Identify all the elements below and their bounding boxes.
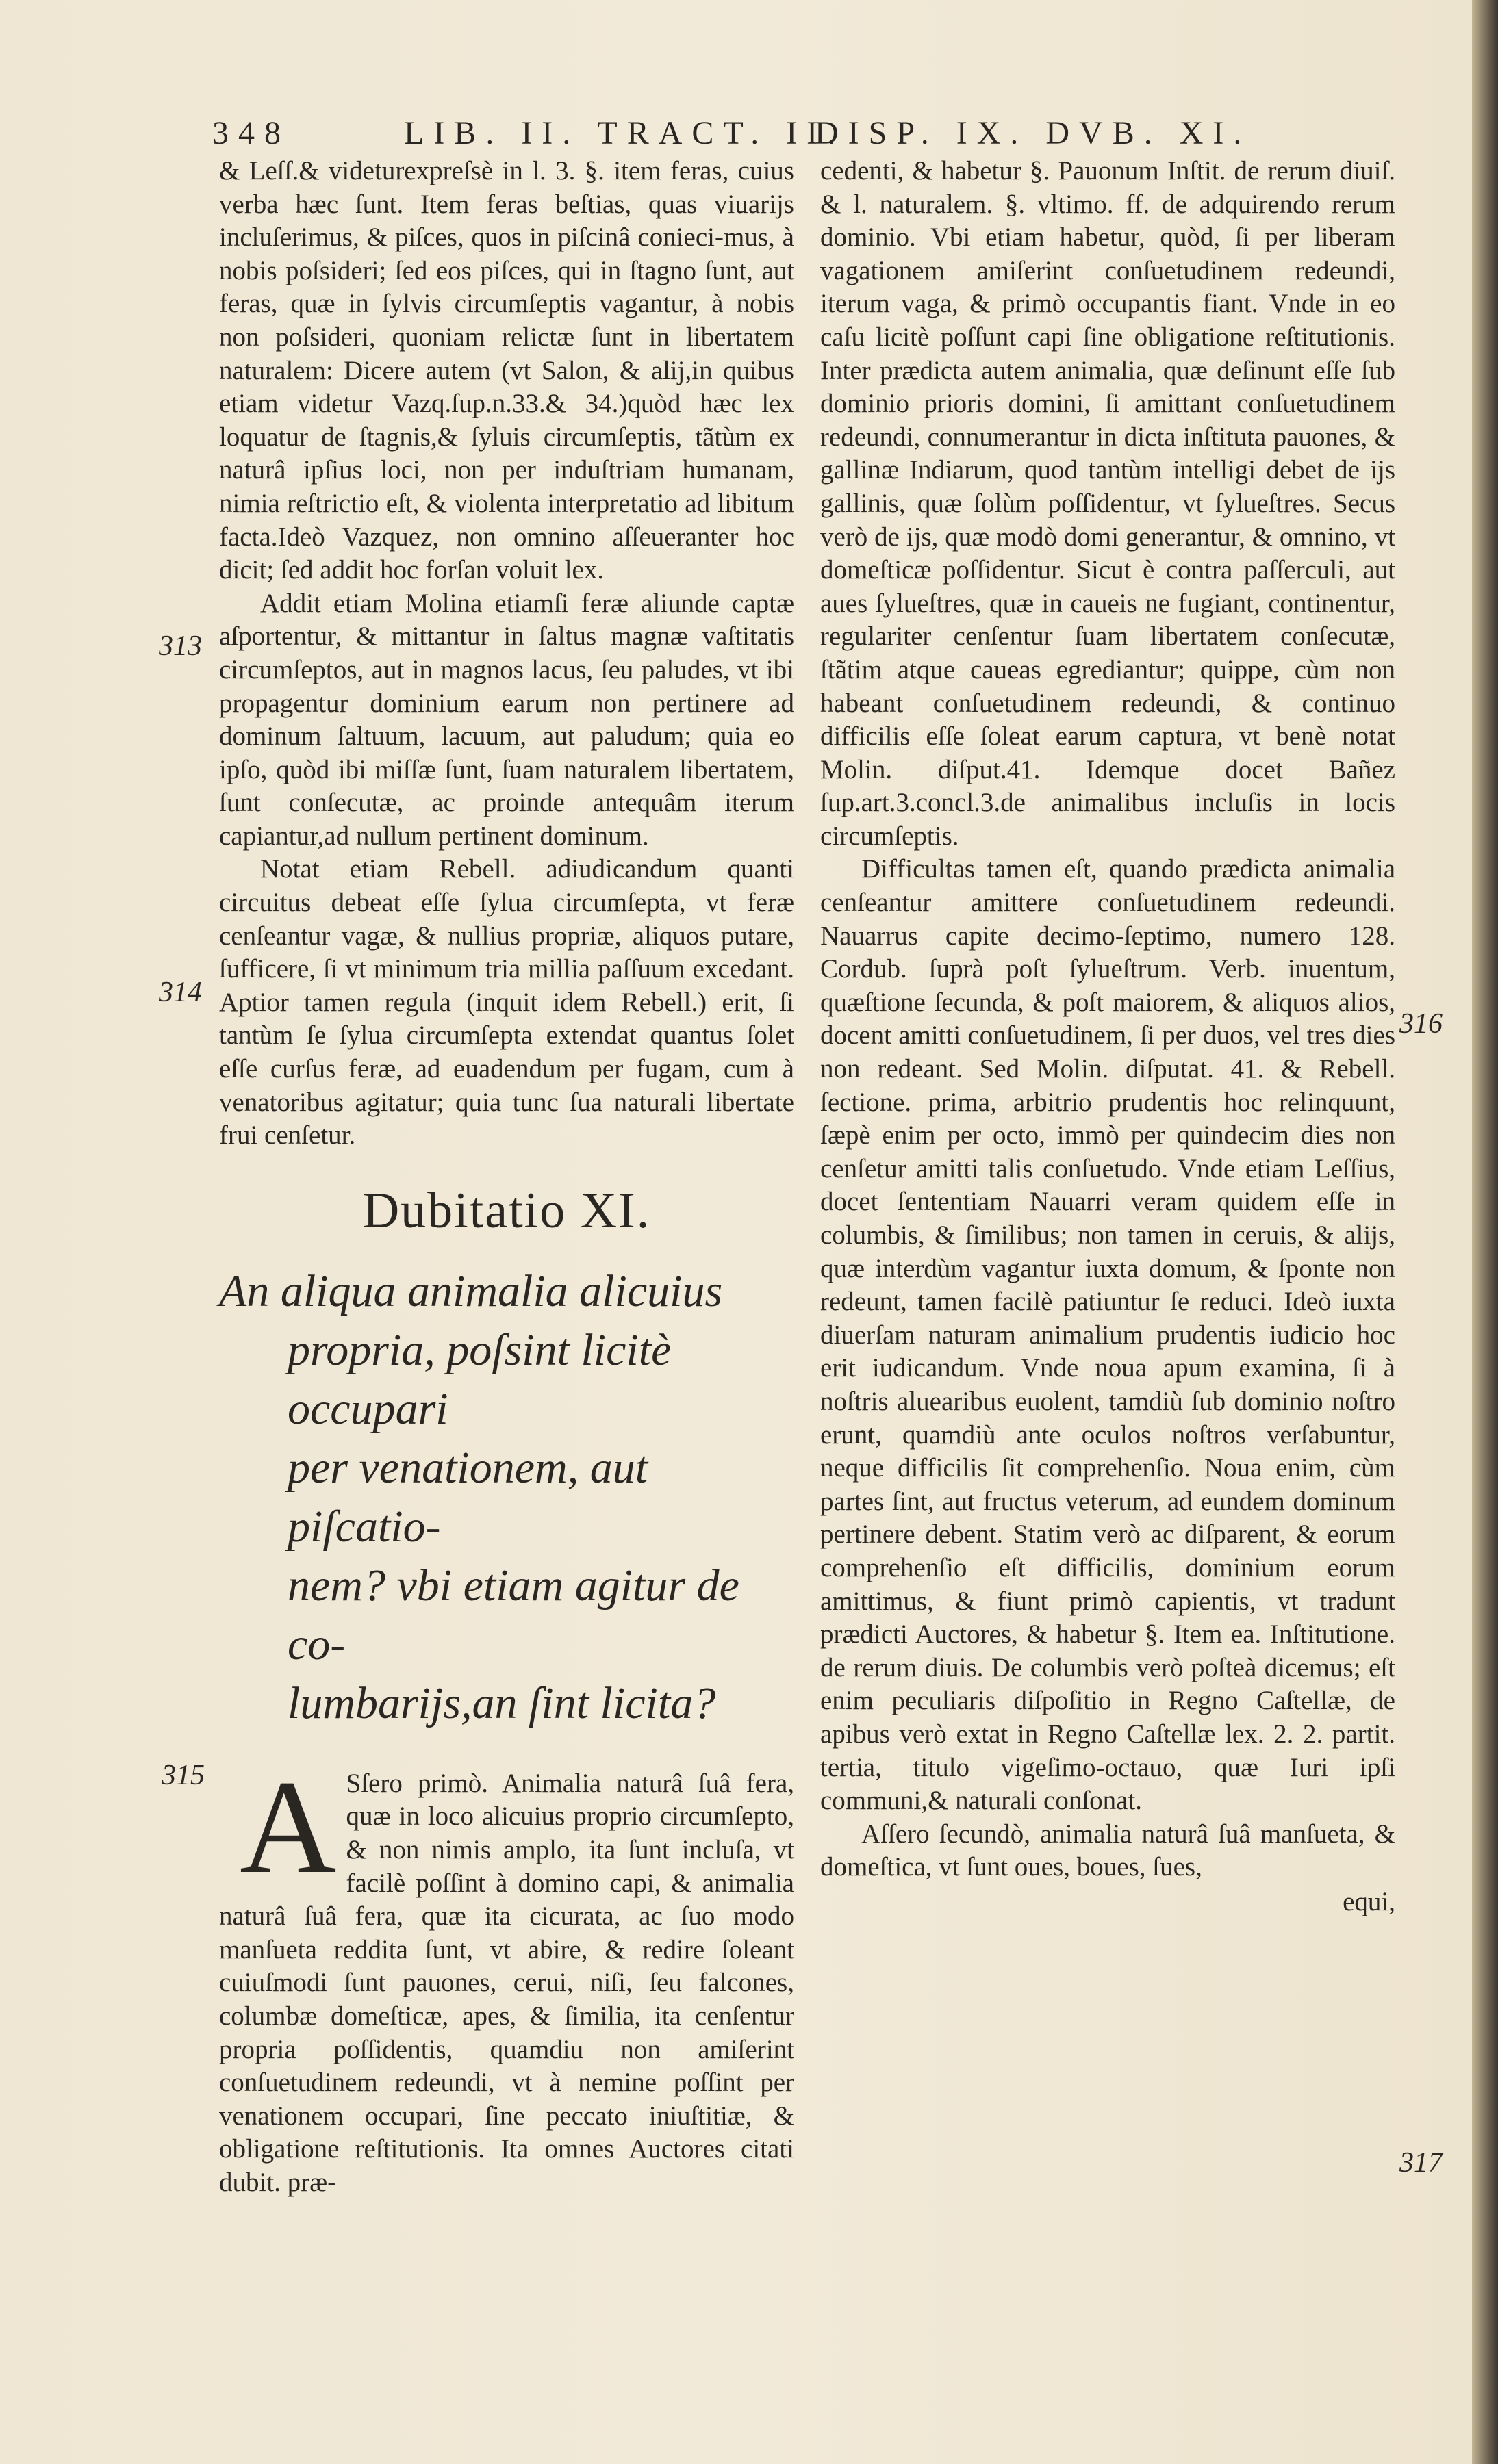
paragraph-313: Addit etiam Molina etiamſi feræ aliunde captæ aſportentur, & mittantur in ſaltus magnæ vaſtitatis circumſeptos, aut in magnos lacus, ſeu paludes, vt ibi propagentur dominium earum non pertinere ad dominum ſaltuum, lacuum, aut paludum; quia eo ipſo, quòd ibi miſſæ ſunt, ſuam naturalem libertatem, ſunt conſecutæ, ac proinde antequâm iterum capiantur,ad nullum pertinent dominum.: [219, 588, 794, 851]
paragraph-315: Sſero primò. Animalia naturâ ſuâ fera, quæ in loco alicuius proprio circumſepto, & non nimis amplo, ita ſunt incluſa, vt facilè poſſint à domino capi, & animalia naturâ ſuâ fera, quæ ita cicurata, ac ſuo modo manſueta reddita ſunt, vt abire, & redire ſoleant cuiuſmodi ſunt pauones, cerui, niſi, ſeu falcones, columbæ domeſticæ, apes, & ſimilia, ita cenſentur propria poſſidentis, quamdiu non amiſerint conſuetudinem redeundi, vt à nemine poſſint per venationem occupari, ſine peccato iniuſtitiæ, & obligatione reſtitutionis. Ita omnes Auctores citati dubit. præ-: [219, 1768, 794, 2197]
title-line: nem? vbi etiam agitur de co-: [288, 1560, 739, 1669]
title-line: propria, poſsint licitè occupari: [288, 1324, 672, 1434]
paragraph-continued: & Leſſ.& videturexpreſsè in l. 3. §. item feras, cuius verba hæc ſunt. Item feras beſtias, quas viuarijs incluſerimus, & piſces, quos in piſcinâ conieci-mus, à nobis poſsideri; ſed eos piſces, qui in ſtagno ſunt, aut feras, quæ in ſylvis circumſeptis vagantur, à nobis non poſsideri, quoniam relictæ ſunt in libertatem naturalem: Dicere autem (vt Salon, & alij,in quibus etiam videtur Vazq.ſup.n.33.& 34.)quòd hæc lex loquatur de ſtagnis,& ſyluis circumſeptis, tãtùm ex naturâ ipſius loci, non per induſtriam humanam, nimia reſtrictio eſt, & violenta interpretatio ad libitum facta.Ideò Vazquez, non omnino aſſeueranter hoc dicit; ſed addit hoc forſan voluit lex.: [219, 156, 794, 585]
right-column: [820, 155, 1395, 1918]
drop-cap: A: [240, 1752, 337, 1901]
running-head-right: DISP. IX. DVB. XI.: [815, 115, 1252, 151]
title-line: lumbarijs,an ſint licita?: [288, 1678, 716, 1728]
paragraph-316: Difficultas tamen eſt, quando prædicta animalia cenſeantur amittere conſuetudinem redeundi. Nauarrus capite decimo-ſeptimo, numero 128. Cordub. ſuprà poſt ſylueſtrum. Verb. inuentum, quæſtione ſecunda, & poſt maiorem, & aliquos alios, docent amitti conſuetudinem, ſi per duos, vel tres dies non redeant. Sed Molin. diſputat. 41. & Rebell. ſectione. prima, arbitrio prudentis hoc relinquunt, ſæpè enim per octo, immò per quindecim dies non cenſetur amitti talis conſuetudo. Vnde etiam Leſſius, docet ſententiam Nauarri veram quidem eſſe in columbis, & ſimilibus; non tamen in ceruis, & alijs, quæ interdùm vagantur iuxta domum, & ſponte non redeunt, tamen facilè patiuntur ſe reduci. Ideò iuxta diuerſam naturam animalium prudentis iudicio hoc erit iudicandum. Vnde noua apum examina, ſi à noſtris aluearibus euolent, tamdiù ſub dominio noſtro erunt, quamdiù ante oculos noſtros verſabuntur, neque difficilis ſit comprehenſio. Noua enim, cùm partes ſint, aut fructus veterum, ad eundem dominum pertinere debent. Statim verò ac diſparent, & eorum comprehenſio eſt difficilis, dominium eorum amittimus, & fiunt primò capientis, vt tradunt prædicti Auctores, & habetur §. Item ea. Inſtitutione. de rerum diuis. De columbis verò poſteà dicemus; eſt enim peculiaris diſpoſitio in Regno Caſtellæ, de apibus verò extat in Regno Caſtellæ lex. 2. 2. partit. tertia, titulo vigeſimo-octauo, quæ Iuri ipſi communi,& naturali conſonat.: [820, 854, 1395, 1816]
page-number: 348: [212, 115, 290, 151]
running-head-left: LIB. II. TRACT. II.: [404, 115, 846, 151]
paragraph-317: Aſſero ſecundò, animalia naturâ ſuâ manſueta, & domeſtica, vt ſunt oues, boues, ſues,: [820, 1819, 1395, 1882]
paragraph-314: Notat etiam Rebell. adiudicandum quanti circuitus debeat eſſe ſylua circumſepta, vt feræ cenſeantur vagæ, & nullius propriæ, aliquos putare, ſufficere, ſi vt minimum tria millia paſſuum excedant. Aptior tamen regula (inquit idem Rebell.) erit, ſi tantùm ſe ſylua circumſepta extendat quantus ſolet eſſe curſus feræ, ad euadendum per fugam, cum à venatoribus agitatur; quia tunc ſua naturali libertate frui cenſetur.: [219, 854, 794, 1151]
section-title: [219, 1262, 794, 1733]
margin-number-315: 315: [162, 1760, 205, 1791]
paragraph-continued: cedenti, & habetur §. Pauonum Inſtit. de rerum diuiſ. & l. naturalem. §. vltimo. ff. de adquirendo rerum dominio. Vbi etiam habetur, quòd, ſi per liberam vagationem amiſerint conſuetudinem redeundi, iterum vaga, & primò occupantis fiant. Vnde in eo caſu licitè poſſunt capi ſine obligatione reſtitutionis. Inter prædicta autem animalia, quæ deſinunt eſſe ſub dominio prioris domini, ſi amittant conſuetudinem redeundi, connumerantur in dicta inſtituta pauones, & gallinæ Indiarum, quod tantùm intelligi debet de ijs gallinis, quæ ſolùm poſſidentur, vt ſylueſtres. Secus verò de ijs, quæ modò domi generantur, & omnino, vt domeſticæ poſſidentur. Sicut è contra paſſerculi, aut aues ſylueſtres, quæ in caueis ne fugiant, continentur, regulariter cenſentur ſuam libertatem conſecutæ, ſtãtim atque caueas egrediantur; quippe, cùm non habeant conſuetudinem redeundi, & continuo difficilis eſſe ſoleat earum captura, vt benè notat Molin. diſput.41. Idemque docet Bañez ſup.art.3.concl.3.de animalibus incluſis in locis circumſeptis.: [820, 156, 1395, 851]
section-heading: Dubitatio XI.: [362, 1182, 651, 1239]
catchword: equi,: [1343, 1886, 1395, 1916]
margin-number-313: 313: [159, 630, 202, 662]
margin-number-316: 316: [1399, 1008, 1443, 1040]
left-column: [219, 155, 794, 2200]
title-line: An aliqua animalia alicuius: [219, 1266, 723, 1316]
margin-number-317: 317: [1399, 2147, 1443, 2179]
margin-number-314: 314: [159, 977, 202, 1008]
title-line: per venationem, aut piſcatio-: [288, 1442, 648, 1552]
page-edge: [1472, 0, 1498, 2464]
